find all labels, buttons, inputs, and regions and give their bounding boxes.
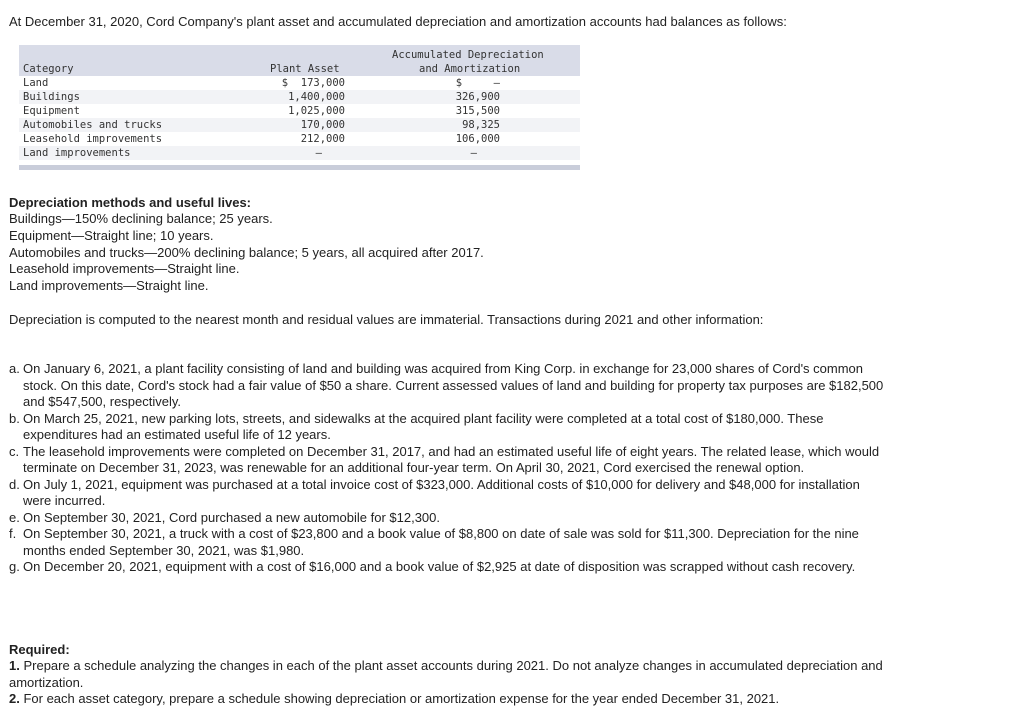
transaction-text: On September 30, 2021, Cord purchased a new automobile for $12,300.: [23, 509, 440, 525]
cell-accum: 315,500: [455, 105, 500, 117]
header-accum-line2: and Amortization: [419, 63, 521, 75]
transaction-text: On September 30, 2021, a truck with a cost of $23,800 and a book value of $8,800 on date of sale was sold for $11,300. Depreciation for the nine months ended September 30, 2021, was $1,980.: [23, 526, 859, 558]
cell-plant-asset: 212,000: [300, 133, 345, 145]
transaction-label: g.: [9, 559, 20, 574]
cell-plant-asset: –: [315, 147, 322, 159]
cell-accum: 326,900: [455, 91, 500, 103]
table-row: [19, 146, 580, 160]
balances-table: [19, 45, 580, 172]
required-text: For each asset category, prepare a schedule showing depreciation or amortization expense for the year ended December 31, 2021.: [23, 691, 780, 706]
method-line: Land improvements—Straight line.: [9, 278, 209, 294]
cell-category: Equipment: [23, 105, 80, 117]
transaction-text: On March 25, 2021, new parking lots, streets, and sidewalks at the acquired plant facility were completed at a total cost of $180,000. These expenditures had an estimated useful life of 12 years.: [23, 410, 824, 442]
cell-category: Land: [23, 77, 49, 89]
cell-category: Buildings: [23, 91, 80, 103]
header-category: Category: [23, 63, 74, 75]
transaction-text: On December 20, 2021, equipment with a cost of $16,000 and a book value of $2,925 at date of disposition was scrapped without cash recovery.: [23, 559, 856, 574]
cell-plant-asset: 1,400,000: [288, 91, 345, 103]
transaction-text: On July 1, 2021, equipment was purchased at a total invoice cost of $323,000. Additional costs of $10,000 for delivery and $48,000 for installation were incurred.: [23, 476, 860, 508]
transaction-item: [9, 411, 889, 444]
transaction-item: [9, 361, 889, 411]
transaction-item: [9, 510, 889, 527]
transaction-item: [9, 559, 889, 576]
cell-plant-asset: $ 173,000: [281, 77, 345, 89]
cell-accum: 106,000: [455, 133, 500, 145]
cell-category: Land improvements: [23, 147, 131, 159]
required-number: 1.: [9, 658, 20, 673]
table-row: [19, 76, 580, 90]
intro-text: At December 31, 2020, Cord Company's plant asset and accumulated depreciation and amortization accounts had balances as follows:: [9, 14, 787, 29]
method-line: Leasehold improvements—Straight line.: [9, 261, 240, 277]
cell-category: Automobiles and trucks: [23, 119, 163, 131]
depreciation-note: Depreciation is computed to the nearest month and residual values are immaterial. Transactions during 2021 and other information:: [9, 312, 764, 327]
transactions-list: [9, 361, 889, 576]
header-accum-line1: Accumulated Depreciation: [392, 49, 544, 61]
transaction-label: b.: [9, 410, 20, 426]
method-line: Automobiles and trucks—200% declining balance; 5 years, all acquired after 2017.: [9, 244, 484, 260]
transaction-label: f.: [9, 526, 17, 541]
header-plant-asset: Plant Asset: [270, 63, 340, 75]
table-row: [19, 118, 580, 132]
methods-title: Depreciation methods and useful lives:: [9, 195, 251, 210]
method-line: Buildings—150% declining balance; 25 years.: [9, 211, 273, 226]
table-bottom-rule: [19, 165, 580, 170]
cell-accum: $ –: [455, 77, 500, 89]
transaction-item: [9, 444, 889, 477]
transaction-label: c.: [9, 443, 20, 459]
method-line: Equipment—Straight line; 10 years.: [9, 227, 214, 243]
transaction-text: On January 6, 2021, a plant facility consisting of land and building was acquired from King Corp. in exchange for 23,000 shares of Cord's common stock. On this date, Cord's stock had a fair value of $50 a share. Current assessed values of land and building for property tax purposes are $182,500 and $547,500, respectively.: [23, 361, 884, 409]
transaction-item: [9, 477, 889, 510]
transaction-label: d.: [9, 476, 20, 492]
cell-plant-asset: 1,025,000: [288, 105, 345, 117]
transaction-item: [9, 526, 889, 559]
table-row: [19, 104, 580, 118]
cell-category: Leasehold improvements: [23, 133, 163, 145]
methods-list: [9, 211, 484, 295]
required-text: Prepare a schedule analyzing the changes in each of the plant asset accounts during 2021. Do not analyze changes in accumulated depreciation and amortization.: [9, 658, 883, 690]
required-list: [9, 658, 889, 708]
required-item: [9, 691, 889, 708]
transaction-label: e.: [9, 509, 20, 525]
required-item: [9, 658, 889, 691]
transaction-label: a.: [9, 361, 20, 376]
table-header: [19, 45, 580, 76]
transaction-text: The leasehold improvements were completed on December 31, 2017, and had an estimated useful life of eight years. The related lease, which would terminate on December 31, 2023, was renewable for an additional four-year term. On April 30, 2021, Cord exercised the renewal option.: [23, 443, 880, 475]
required-number: 2.: [9, 691, 20, 706]
cell-plant-asset: 170,000: [300, 119, 345, 131]
table-row: [19, 132, 580, 146]
table-row: [19, 90, 580, 104]
required-title: Required:: [9, 642, 70, 657]
cell-accum: 98,325: [462, 119, 500, 131]
cell-accum: –: [470, 147, 477, 159]
